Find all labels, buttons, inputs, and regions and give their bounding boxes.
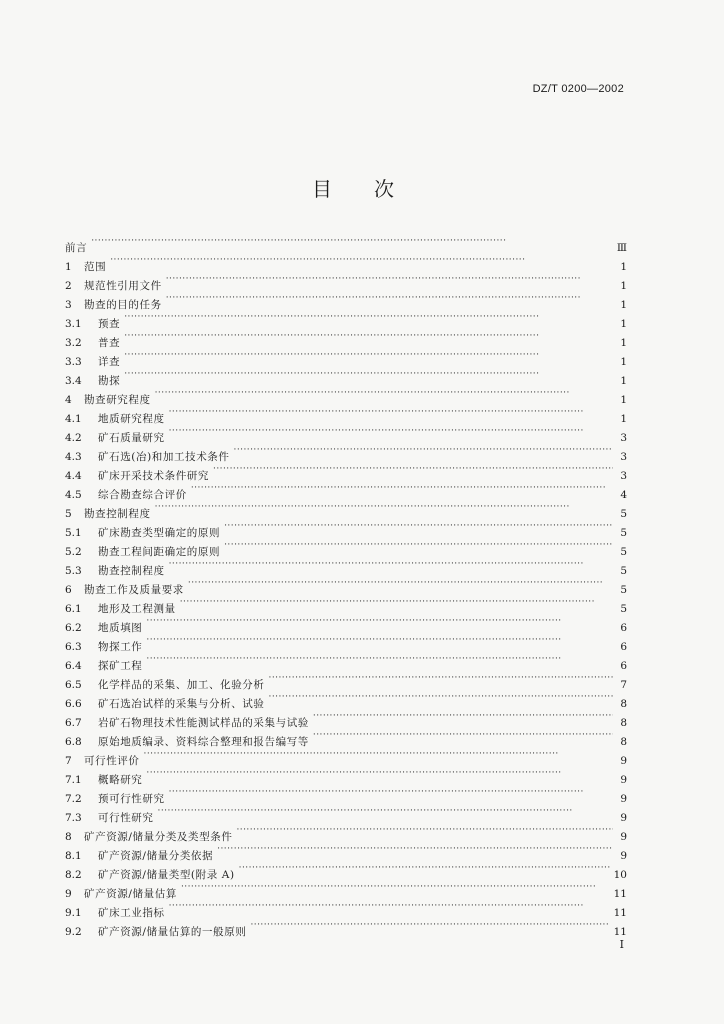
toc-dot-leader <box>146 612 613 631</box>
toc-entry-number: 1 <box>65 261 72 273</box>
toc-entry-number: 6.7 <box>65 717 82 729</box>
toc-entry-number: 4 <box>65 394 72 406</box>
toc-dot-leader <box>124 327 613 346</box>
toc-dot-leader <box>239 859 610 878</box>
toc-dot-leader <box>124 365 613 384</box>
toc-entry-number: 8 <box>65 831 72 843</box>
toc-entry-number: 5 <box>65 508 72 520</box>
toc-entry[interactable] <box>65 232 627 254</box>
toc-entry-page: 8 <box>620 698 627 710</box>
toc-entry-page: 1 <box>620 261 627 273</box>
toc-dot-leader <box>191 479 613 498</box>
toc-entry-page: 11 <box>613 926 627 938</box>
toc-entry-title: 规范性引用文件 <box>84 280 162 292</box>
toc-entry[interactable] <box>65 251 627 273</box>
toc-entry-title: 范围 <box>84 261 107 273</box>
toc-entry-title: 可行性评价 <box>84 755 140 767</box>
toc-dot-leader <box>250 916 609 935</box>
toc-entry-number: 5.3 <box>65 565 82 577</box>
toc-entry-number: 6.1 <box>65 603 82 615</box>
toc-entry[interactable] <box>65 650 627 672</box>
toc-entry-title: 勘查工作及质量要求 <box>84 584 184 596</box>
toc-dot-leader <box>91 232 613 251</box>
toc-entry-page: 1 <box>620 337 627 349</box>
page-number: Ⅰ <box>619 938 624 951</box>
toc-entry-number: 7.1 <box>65 774 82 786</box>
toc-entry-number: 4.3 <box>65 451 82 463</box>
toc-entry-title: 概略研究 <box>98 774 143 786</box>
toc-entry[interactable] <box>65 384 627 406</box>
toc-entry-page: 9 <box>620 812 627 824</box>
toc-dot-leader <box>124 346 613 365</box>
toc-dot-leader <box>188 574 613 593</box>
toc-entry[interactable] <box>65 783 627 805</box>
toc-entry-title: 地质填图 <box>98 622 143 634</box>
toc-dot-leader <box>217 840 613 859</box>
toc-entry-title: 物探工作 <box>98 641 143 653</box>
toc-entry-title: 岩矿石物理技术性能测试样品的采集与试验 <box>98 717 309 729</box>
toc-entry-number: 2 <box>65 280 72 292</box>
toc-entry-number: 4.5 <box>65 489 82 501</box>
toc-entry-number: 3.1 <box>65 318 82 330</box>
toc-entry-title: 预查 <box>98 318 121 330</box>
toc-dot-leader <box>166 270 613 289</box>
toc-dot-leader <box>166 289 613 308</box>
toc-entry-number: 3 <box>65 299 72 311</box>
toc-entry-title: 矿床工业指标 <box>98 907 165 919</box>
toc-entry-page: 5 <box>620 546 627 558</box>
toc-entry-number: 8.1 <box>65 850 82 862</box>
toc-entry[interactable] <box>65 764 627 786</box>
toc-entry-title: 矿产资源/储量分类及类型条件 <box>84 831 233 843</box>
toc-entry-number: 3.3 <box>65 356 82 368</box>
toc-entry-title: 勘查控制程度 <box>98 565 165 577</box>
toc-entry-title: 原始地质编录、资料综合整理和报告编写等 <box>98 736 309 748</box>
toc-dot-leader <box>169 403 613 422</box>
toc-entry[interactable] <box>65 270 627 292</box>
toc-entry-number: 6.6 <box>65 698 82 710</box>
toc-entry-title: 勘查工程间距确定的原则 <box>98 546 221 558</box>
toc-entry-number: 6.2 <box>65 622 82 634</box>
toc-entry[interactable] <box>65 612 627 634</box>
toc-dot-leader <box>269 669 614 688</box>
toc-entry-number: 5.2 <box>65 546 82 558</box>
toc-entry-title: 地形及工程测量 <box>98 603 176 615</box>
toc-dot-leader <box>181 878 610 897</box>
toc-entry-page: 3 <box>620 470 627 482</box>
toc-entry-page: 1 <box>620 356 627 368</box>
toc-entry-number: 9 <box>65 888 72 900</box>
toc-dot-leader <box>224 517 613 536</box>
toc-dot-leader <box>144 745 614 764</box>
toc-dot-leader <box>155 498 613 517</box>
toc-entry-page: 11 <box>613 907 627 919</box>
toc-entry-page: 5 <box>620 565 627 577</box>
toc-dot-leader <box>313 726 613 745</box>
toc-dot-leader <box>146 631 613 650</box>
toc-dot-leader <box>224 536 613 555</box>
toc-entry-page: 9 <box>620 850 627 862</box>
toc-dot-leader <box>169 422 613 441</box>
toc-dot-leader <box>169 783 613 802</box>
toc-entry-number: 4.2 <box>65 432 82 444</box>
toc-dot-leader <box>269 688 614 707</box>
toc-dot-leader <box>169 897 610 916</box>
toc-entry-number: 4.4 <box>65 470 82 482</box>
toc-entry-number: 9.1 <box>65 907 82 919</box>
toc-entry-title: 化学样品的采集、加工、化验分析 <box>98 679 265 691</box>
toc-entry-number: 4.1 <box>65 413 82 425</box>
toc-entry-page: 5 <box>620 603 627 615</box>
toc-entry-page: 11 <box>613 888 627 900</box>
toc-entry-number: 6.3 <box>65 641 82 653</box>
toc-entry-title: 勘查的目的任务 <box>84 299 162 311</box>
toc-entry-page: 4 <box>620 489 627 501</box>
toc-dot-leader <box>155 384 613 403</box>
toc-entry-number: 3.4 <box>65 375 82 387</box>
toc-entry-title: 预可行性研究 <box>98 793 165 805</box>
toc-entry-page: 8 <box>620 717 627 729</box>
toc-entry[interactable] <box>65 327 627 349</box>
toc-entry-page: 6 <box>620 641 627 653</box>
toc-entry-page: 10 <box>613 869 627 881</box>
toc-entry-number: 7 <box>65 755 72 767</box>
toc-entry-page: 9 <box>620 755 627 767</box>
toc-dot-leader <box>180 593 613 612</box>
toc-entry-title: 可行性研究 <box>98 812 154 824</box>
toc-entry-page: 6 <box>620 622 627 634</box>
toc-entry[interactable] <box>65 346 627 368</box>
toc-dot-leader <box>158 802 614 821</box>
toc-entry-title: 地质研究程度 <box>98 413 165 425</box>
document-code: DZ/T 0200—2002 <box>532 83 624 95</box>
toc-entry-page: 6 <box>620 660 627 672</box>
toc-entry-page: 9 <box>620 831 627 843</box>
toc-entry-number: 6.5 <box>65 679 82 691</box>
toc-entry-title: 矿床开采技术条件研究 <box>98 470 209 482</box>
toc-entry-page: 3 <box>620 451 627 463</box>
toc-dot-leader <box>213 460 613 479</box>
toc-entry-number: 6.4 <box>65 660 82 672</box>
toc-entry-number: 6.8 <box>65 736 82 748</box>
toc-entry-title: 矿床勘查类型确定的原则 <box>98 527 221 539</box>
toc-entry-page: 1 <box>620 299 627 311</box>
table-of-contents <box>65 232 627 938</box>
toc-entry-title: 矿产资源/储量估算 <box>84 888 177 900</box>
toc-entry-number: 6 <box>65 584 72 596</box>
toc-dot-leader <box>313 707 613 726</box>
toc-entry-number: 3.2 <box>65 337 82 349</box>
toc-entry-page: 5 <box>620 584 627 596</box>
toc-entry-title: 矿石选(冶)和加工技术条件 <box>98 451 230 463</box>
toc-dot-leader <box>236 821 613 840</box>
toc-entry[interactable] <box>65 631 627 653</box>
toc-entry-title: 矿产资源/储量估算的一般原则 <box>98 926 247 938</box>
toc-dot-leader <box>110 251 613 270</box>
toc-entry-title: 矿石质量研究 <box>98 432 165 444</box>
toc-entry-title: 矿石选冶试样的采集与分析、试验 <box>98 698 265 710</box>
toc-entry-page: 5 <box>620 527 627 539</box>
toc-entry-number: 7.2 <box>65 793 82 805</box>
toc-entry-page: 1 <box>620 375 627 387</box>
toc-entry-page: 1 <box>620 280 627 292</box>
toc-dot-leader <box>234 441 614 460</box>
toc-entry-title: 勘查研究程度 <box>84 394 151 406</box>
toc-entry-title: 探矿工程 <box>98 660 143 672</box>
toc-entry[interactable] <box>65 669 627 691</box>
toc-dot-leader <box>124 308 613 327</box>
toc-entry[interactable] <box>65 365 627 387</box>
toc-dot-leader <box>169 555 613 574</box>
toc-dot-leader <box>146 650 613 669</box>
toc-entry-title: 普查 <box>98 337 121 349</box>
toc-entry-number: 7.3 <box>65 812 82 824</box>
toc-entry-title: 勘探 <box>98 375 121 387</box>
toc-entry-number: 8.2 <box>65 869 82 881</box>
toc-entry-page: 3 <box>620 432 627 444</box>
toc-entry-title: 综合勘查综合评价 <box>98 489 187 501</box>
toc-entry-number: 9.2 <box>65 926 82 938</box>
toc-entry-page: Ⅲ <box>616 242 627 254</box>
toc-entry-title: 勘查控制程度 <box>84 508 151 520</box>
toc-entry-title: 前言 <box>65 242 88 254</box>
toc-entry-title: 矿产资源/储量类型(附录 A) <box>98 869 235 881</box>
toc-entry-title: 详查 <box>98 356 121 368</box>
toc-entry-page: 9 <box>620 793 627 805</box>
toc-entry-page: 5 <box>620 508 627 520</box>
toc-entry[interactable] <box>65 308 627 330</box>
page-title: 目次 <box>312 177 436 201</box>
toc-entry[interactable] <box>65 745 627 767</box>
toc-entry-number: 5.1 <box>65 527 82 539</box>
toc-dot-leader <box>146 764 613 783</box>
toc-entry-page: 1 <box>620 413 627 425</box>
toc-entry-title: 矿产资源/储量分类依据 <box>98 850 214 862</box>
toc-entry-page: 1 <box>620 318 627 330</box>
toc-entry-page: 1 <box>620 394 627 406</box>
toc-entry-page: 8 <box>620 736 627 748</box>
toc-entry-page: 9 <box>620 774 627 786</box>
toc-entry-page: 7 <box>620 679 627 691</box>
